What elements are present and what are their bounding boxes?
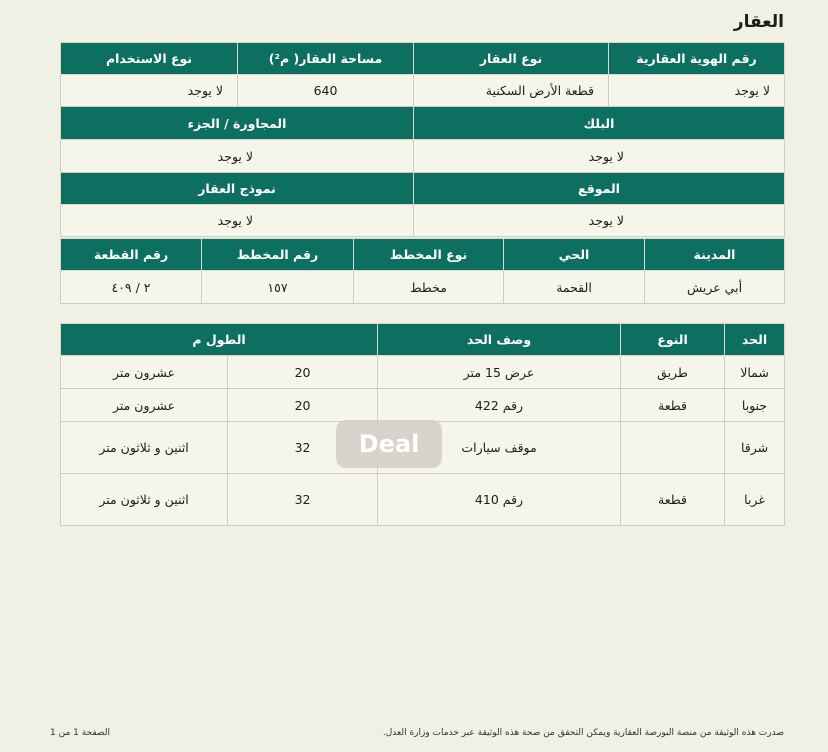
border-description: رقم 422 [378, 389, 621, 422]
page-number: الصفحة 1 من 1 [50, 728, 110, 738]
header-property-type: نوع العقار [414, 43, 609, 75]
border-length-text: عشرون متر [61, 389, 228, 422]
border-length-text: اثنين و ثلاثون متر [61, 422, 228, 474]
value-usage-type: لا يوجد [61, 75, 238, 107]
value-property-id: لا يوجد [609, 75, 785, 107]
border-side: شمالا [725, 356, 785, 389]
value-property-type: قطعة الأرض السكنية [414, 75, 609, 107]
header-property-area: مساحة العقار( م²) [238, 43, 414, 75]
value-neighborhood-part: لا يوجد [61, 140, 414, 173]
header-property-model: نموذج العقار [61, 173, 414, 205]
value-location: لا يوجد [414, 205, 785, 237]
value-district: القحمة [504, 271, 645, 304]
border-length-text: اثنين و ثلاثون متر [61, 474, 228, 526]
header-border-description: وصف الحد [378, 324, 621, 356]
header-border-type: النوع [621, 324, 725, 356]
value-city: أبي عريش [645, 271, 785, 304]
header-location: الموقع [414, 173, 785, 205]
footer-note: صدرت هذه الوثيقة من منصة البورصة العقارية ويمكن التحقق من صحة هذه الوثيقة عبر خدمات وزارة العدل. [382, 728, 784, 738]
header-property-id: رقم الهوية العقارية [609, 43, 785, 75]
border-length-text: عشرون متر [61, 356, 228, 389]
border-type: طريق [621, 356, 725, 389]
border-length: 20 [228, 356, 378, 389]
value-property-model: لا يوجد [61, 205, 414, 237]
header-district: الحي [504, 239, 645, 271]
header-plan-type: نوع المخطط [354, 239, 504, 271]
plan-info-table [60, 238, 785, 304]
value-block: لا يوجد [414, 140, 785, 173]
value-plan-type: مخطط [354, 271, 504, 304]
deal-watermark-logo: Deal [336, 420, 442, 468]
border-side: شرقا [725, 422, 785, 474]
border-length: 20 [228, 389, 378, 422]
border-length: 32 [228, 474, 378, 526]
value-property-area: 640 [238, 75, 414, 107]
border-type [621, 422, 725, 474]
header-city: المدينة [645, 239, 785, 271]
border-description: رقم 410 [378, 474, 621, 526]
value-plan-number: ١٥٧ [202, 271, 354, 304]
table-row [61, 474, 785, 526]
property-info-table [60, 42, 785, 237]
header-usage-type: نوع الاستخدام [61, 43, 238, 75]
border-type: قطعة [621, 389, 725, 422]
header-border-side: الحد [725, 324, 785, 356]
border-length: 32 [228, 422, 378, 474]
border-description: عرض 15 متر [378, 356, 621, 389]
table-row [61, 356, 785, 389]
border-side: غربا [725, 474, 785, 526]
border-side: جنوبا [725, 389, 785, 422]
header-neighborhood-part: المجاورة / الجزء [61, 107, 414, 140]
section-title: العقار [733, 12, 784, 32]
value-plot-number: ٢ / ٤٠٩ [61, 271, 202, 304]
border-description: موقف سيارات [378, 422, 621, 474]
header-plan-number: رقم المخطط [202, 239, 354, 271]
header-plot-number: رقم القطعة [61, 239, 202, 271]
header-block: البلك [414, 107, 785, 140]
table-row [61, 389, 785, 422]
border-type: قطعة [621, 474, 725, 526]
header-border-length: الطول م [61, 324, 378, 356]
